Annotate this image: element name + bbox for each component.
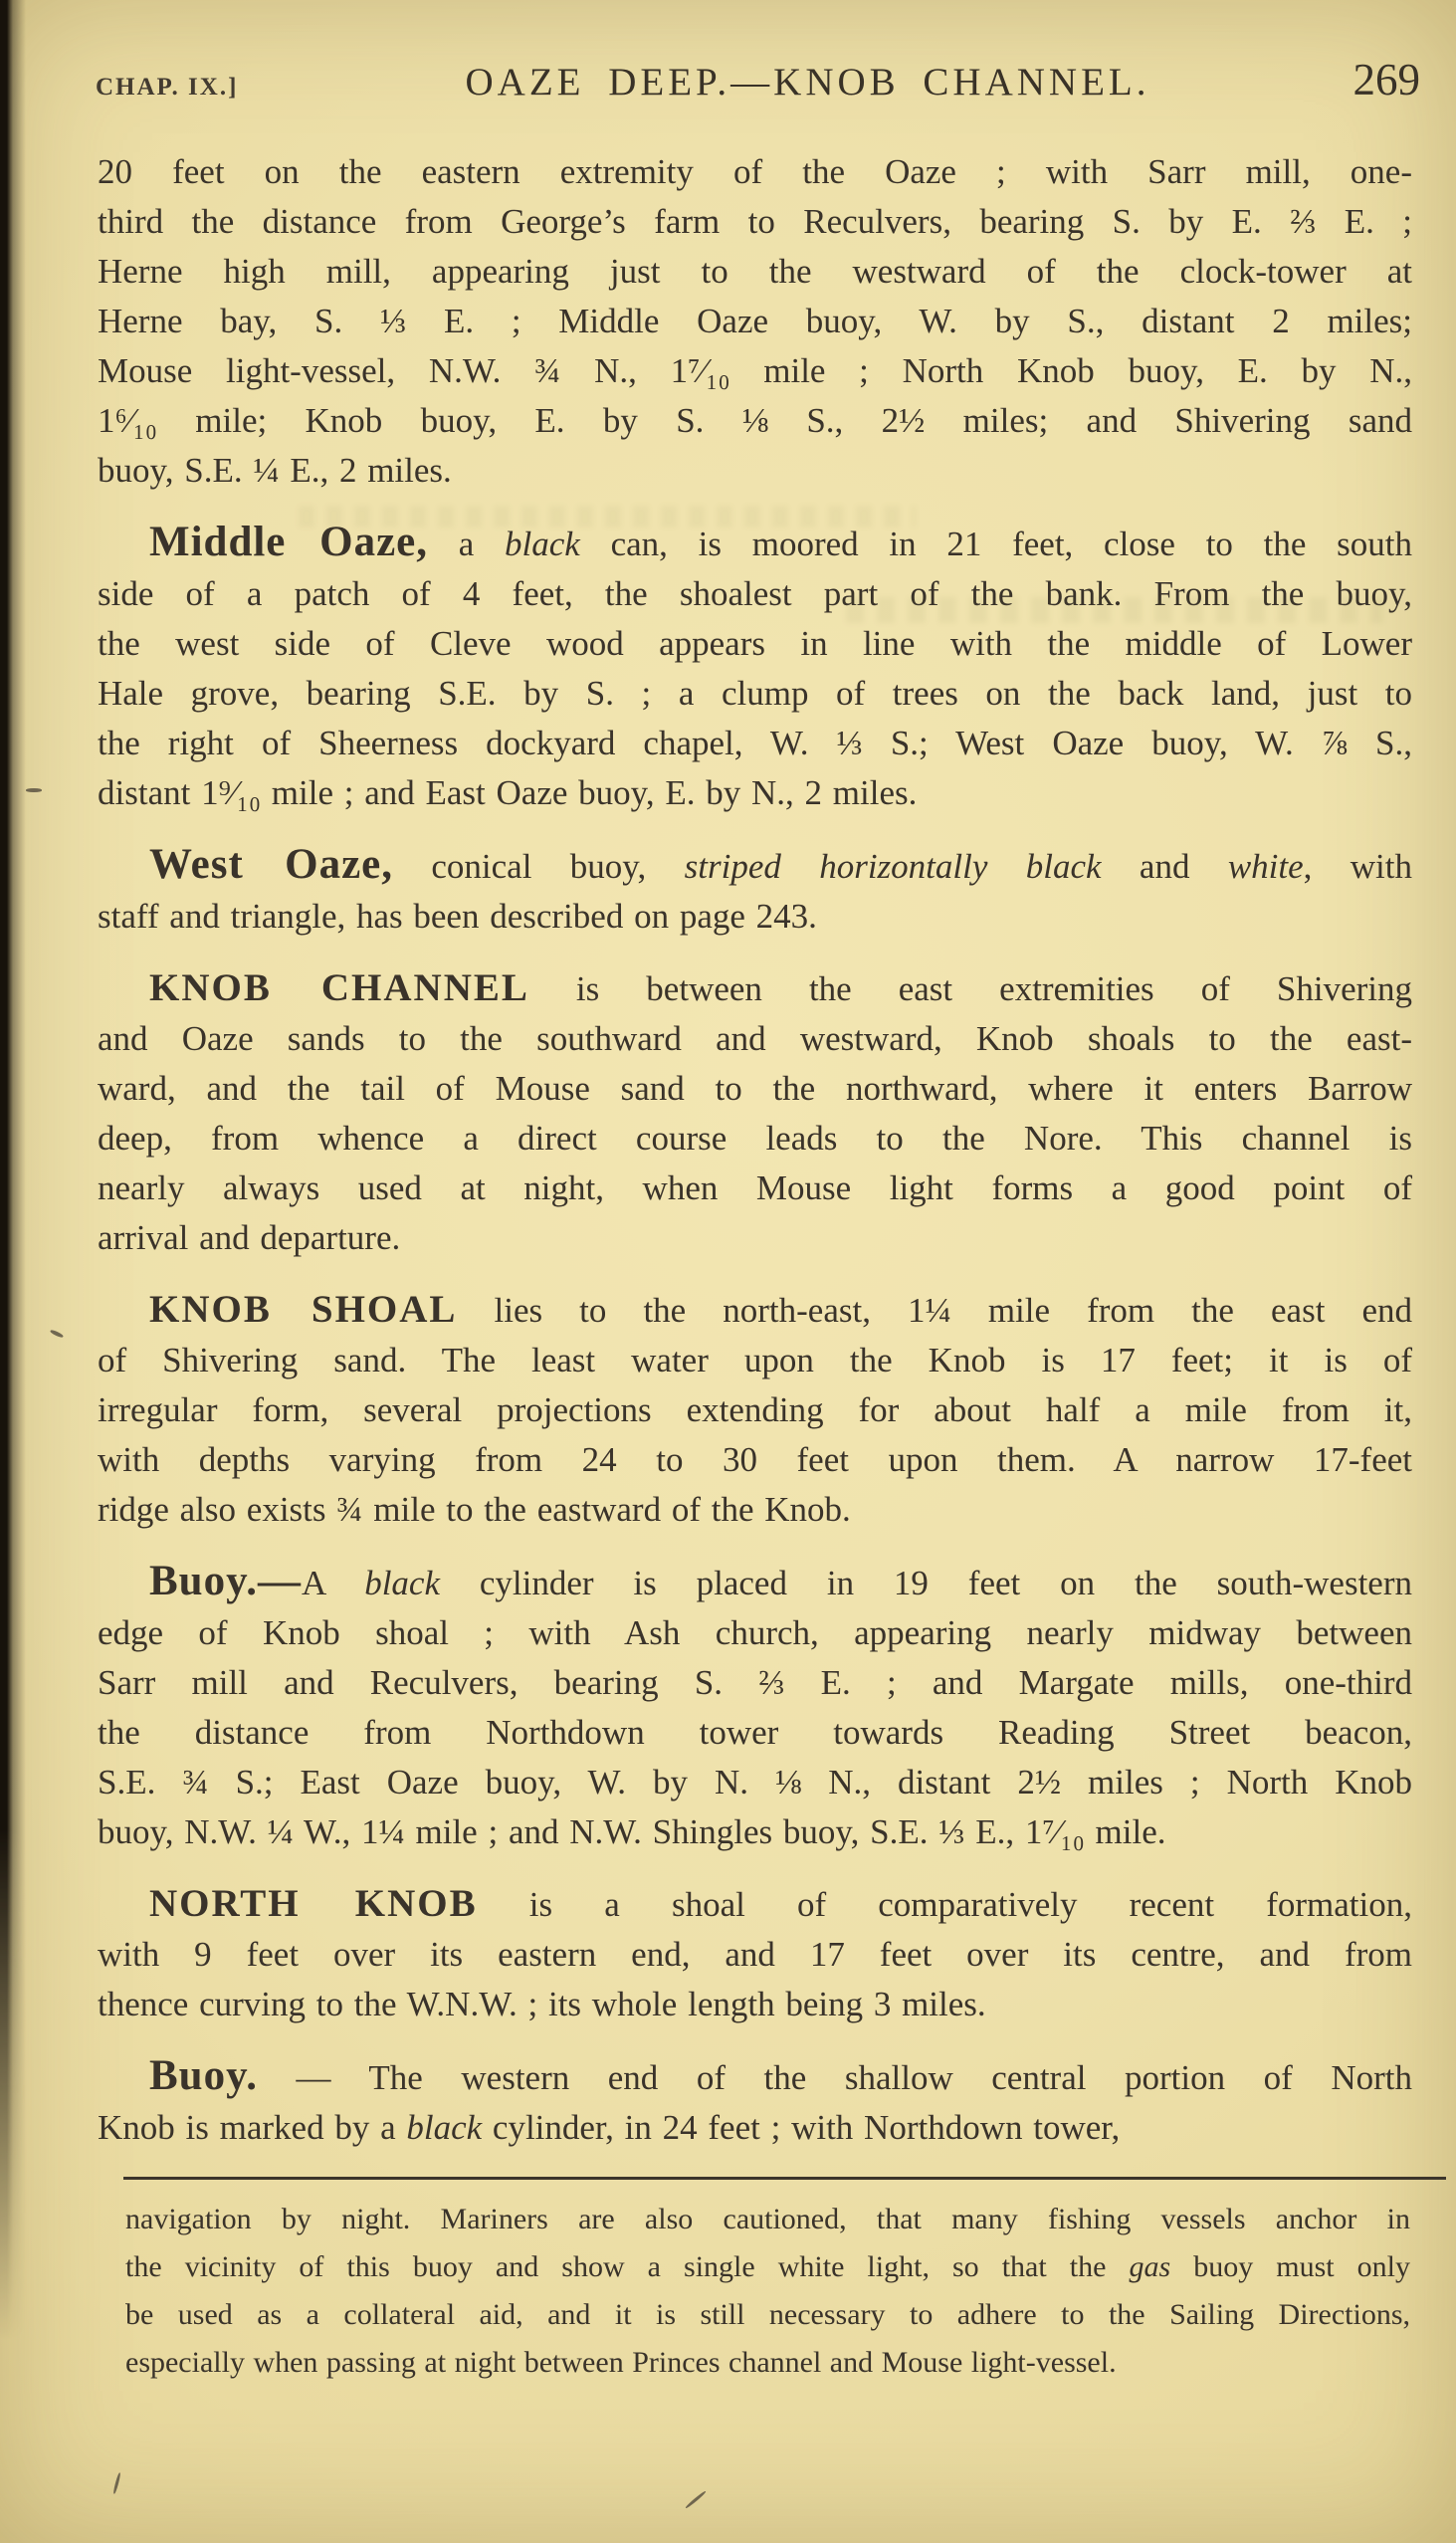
text-run: buoy must only — [1170, 2250, 1410, 2283]
paragraph-lead: NORTH KNOB — [149, 1882, 478, 1925]
text-run: especially when passing at night between Princes channel and Mouse light-vessel. — [125, 2346, 1117, 2379]
text-line — [98, 2103, 1412, 2153]
paragraph — [98, 2051, 1412, 2153]
paragraph-lead: Buoy. — [149, 2052, 258, 2099]
text-line — [98, 840, 1412, 892]
text-run: distant 1⁹⁄₁₀ mile ; and East Oaze buoy, E. by N., 2 miles. — [98, 773, 918, 812]
text-run: be used as a collateral aid, and it is still necessary to adhere to the Sailing Directions, — [125, 2298, 1410, 2331]
text-run: arrival and departure. — [98, 1218, 401, 1257]
text-line — [125, 2196, 1410, 2243]
text-run: Sarr mill and Reculvers, bearing S. ⅔ E. ; and Margate mills, one-third — [98, 1663, 1412, 1702]
scan-mark — [112, 2472, 121, 2494]
text-line — [98, 1114, 1412, 1164]
text-line — [98, 1807, 1412, 1857]
text-run: a — [428, 525, 506, 563]
scan-mark — [26, 788, 42, 792]
text-run: the distance from Northdown tower towards Reading Street beacon, — [98, 1713, 1412, 1752]
text-run: ward, and the tail of Mouse sand to the northward, where it enters Barrow — [98, 1069, 1412, 1108]
text-line — [98, 247, 1412, 297]
paragraph — [98, 963, 1412, 1263]
text-run: conical buoy, — [393, 847, 685, 886]
text-run: side of a patch of 4 feet, the shoalest part of the bank. From the buoy, — [98, 574, 1412, 613]
page-header — [0, 0, 1456, 106]
text-run: Herne high mill, appearing just to the westward of the clock-tower at — [98, 252, 1412, 291]
text-run: and Oaze sands to the southward and westward, Knob shoals to the east- — [98, 1019, 1412, 1058]
paragraph-lead: Buoy.— — [149, 1558, 302, 1604]
text-run: ridge also exists ¾ mile to the eastward of the Knob. — [98, 1490, 851, 1529]
text-run: thence curving to the W.N.W. ; its whole length being 3 miles. — [98, 1985, 986, 2023]
text-run: and — [1101, 847, 1228, 886]
paragraph-lead: KNOB CHANNEL — [149, 966, 529, 1009]
text-line — [98, 197, 1412, 247]
text-run: Knob is marked by a — [98, 2108, 407, 2147]
text-run: irregular form, several projections extending for about half a mile from it, — [98, 1390, 1412, 1429]
text-line — [98, 1879, 1412, 1930]
scan-mark — [685, 2490, 707, 2509]
text-run: with 9 feet over its eastern end, and 17 feet over its centre, and from — [98, 1935, 1412, 1974]
text-run: staff and triangle, has been described on page 243. — [98, 897, 817, 936]
text-run: lies to the north-east, 1¼ mile from the east end — [457, 1291, 1413, 1330]
text-run: cylinder is placed in 19 feet on the south-western — [440, 1564, 1412, 1602]
text-line — [98, 719, 1412, 768]
text-run: the west side of Cleve wood appears in line with the middle of Lower — [98, 624, 1412, 663]
text-line — [98, 963, 1412, 1014]
paragraph — [98, 147, 1412, 496]
text-line — [125, 2243, 1410, 2291]
chapter-label: CHAP. IX.] — [96, 74, 239, 101]
page-body — [0, 106, 1456, 2153]
scan-edge-shadow — [0, 0, 26, 2543]
text-run: cylinder, in 24 feet ; with Northdown tower, — [482, 2108, 1121, 2147]
text-line — [125, 2339, 1410, 2387]
text-line — [98, 1064, 1412, 1114]
text-line — [98, 1435, 1412, 1485]
text-run: can, is moored in 21 feet, close to the south — [579, 525, 1413, 563]
text-run: edge of Knob shoal ; with Ash church, appearing nearly midway between — [98, 1613, 1412, 1652]
text-line — [98, 619, 1412, 669]
text-line — [98, 1014, 1412, 1064]
text-line — [98, 297, 1412, 346]
text-line — [98, 1213, 1412, 1263]
italic-text: black — [364, 1564, 440, 1602]
italic-text: striped horizontally black — [684, 847, 1102, 886]
text-line — [98, 1557, 1412, 1608]
text-line — [98, 446, 1412, 496]
text-line — [98, 1658, 1412, 1708]
text-run: 20 feet on the eastern extremity of the Oaze ; with Sarr mill, one- — [98, 152, 1412, 191]
paragraph — [98, 1285, 1412, 1535]
footnote — [0, 2180, 1456, 2387]
paragraph-lead: West Oaze, — [149, 841, 393, 888]
text-run: A — [301, 1564, 365, 1602]
text-run: the vicinity of this buoy and show a single white light, so that the — [125, 2250, 1130, 2283]
text-line — [98, 1336, 1412, 1385]
text-line — [98, 518, 1412, 569]
text-run: the right of Sheerness dockyard chapel, W. ⅓ S.; West Oaze buoy, W. ⅞ S., — [98, 724, 1412, 762]
text-line — [125, 2291, 1410, 2339]
text-run: is a shoal of comparatively recent formation, — [477, 1885, 1412, 1924]
text-line — [98, 1708, 1412, 1758]
text-run: is between the east extremities of Shivering — [528, 969, 1412, 1008]
italic-text: black — [406, 2108, 483, 2147]
text-line — [98, 1930, 1412, 1980]
italic-text: gas — [1129, 2250, 1171, 2283]
text-line — [98, 892, 1412, 942]
text-line — [98, 1385, 1412, 1435]
text-run: navigation by night. Mariners are also cautioned, that many fishing vessels anchor in — [125, 2203, 1410, 2235]
text-run: of Shivering sand. The least water upon the Knob is 17 feet; it is of — [98, 1341, 1412, 1379]
italic-text: black — [505, 525, 580, 563]
text-run: Hale grove, bearing S.E. by S. ; a clump of trees on the back land, just to — [98, 674, 1412, 713]
italic-text: white — [1227, 847, 1304, 886]
text-run: , with — [1303, 847, 1412, 886]
text-run: nearly always used at night, when Mouse light forms a good point of — [98, 1168, 1412, 1207]
text-line — [98, 147, 1412, 197]
text-run: deep, from whence a direct course leads to the Nore. This channel is — [98, 1119, 1412, 1158]
paragraph-lead: Middle Oaze, — [149, 519, 429, 565]
paragraph — [98, 840, 1412, 942]
text-line — [98, 1285, 1412, 1336]
text-run: 1⁶⁄₁₀ mile; Knob buoy, E. by S. ⅛ S., 2½ miles; and Shivering sand — [98, 401, 1412, 440]
paragraph — [98, 1557, 1412, 1857]
text-line — [98, 569, 1412, 619]
text-line — [98, 1980, 1412, 2029]
text-run: third the distance from George’s farm to Reculvers, bearing S. by E. ⅔ E. ; — [98, 202, 1412, 241]
text-line — [98, 1485, 1412, 1535]
paragraph — [98, 518, 1412, 818]
text-line — [98, 1758, 1412, 1807]
text-line — [98, 768, 1412, 818]
page-number: 269 — [1352, 55, 1420, 105]
text-line — [98, 2051, 1412, 2103]
text-run: Herne bay, S. ⅓ E. ; Middle Oaze buoy, W. by S., distant 2 miles; — [98, 302, 1412, 340]
paragraph-lead: KNOB SHOAL — [149, 1288, 458, 1331]
text-run: Mouse light-vessel, N.W. ¾ N., 1⁷⁄₁₀ mile ; North Knob buoy, E. by N., — [98, 351, 1412, 390]
text-run: buoy, S.E. ¼ E., 2 miles. — [98, 451, 452, 490]
text-line — [98, 396, 1412, 446]
text-line — [98, 346, 1412, 396]
text-run: buoy, N.W. ¼ W., 1¼ mile ; and N.W. Shingles buoy, S.E. ⅓ E., 1⁷⁄₁₀ mile. — [98, 1812, 1166, 1851]
text-line — [98, 669, 1412, 719]
paragraph — [98, 1879, 1412, 2029]
text-run: with depths varying from 24 to 30 feet upon them. A narrow 17-feet — [98, 1440, 1412, 1479]
text-line — [98, 1164, 1412, 1213]
text-run: S.E. ¾ S.; East Oaze buoy, W. by N. ⅛ N., distant 2½ miles ; North Knob — [98, 1763, 1412, 1801]
text-run: — The western end of the shallow central portion of North — [257, 2058, 1412, 2097]
running-title: OAZE DEEP.—KNOB CHANNEL. — [465, 61, 1150, 104]
text-line — [98, 1608, 1412, 1658]
